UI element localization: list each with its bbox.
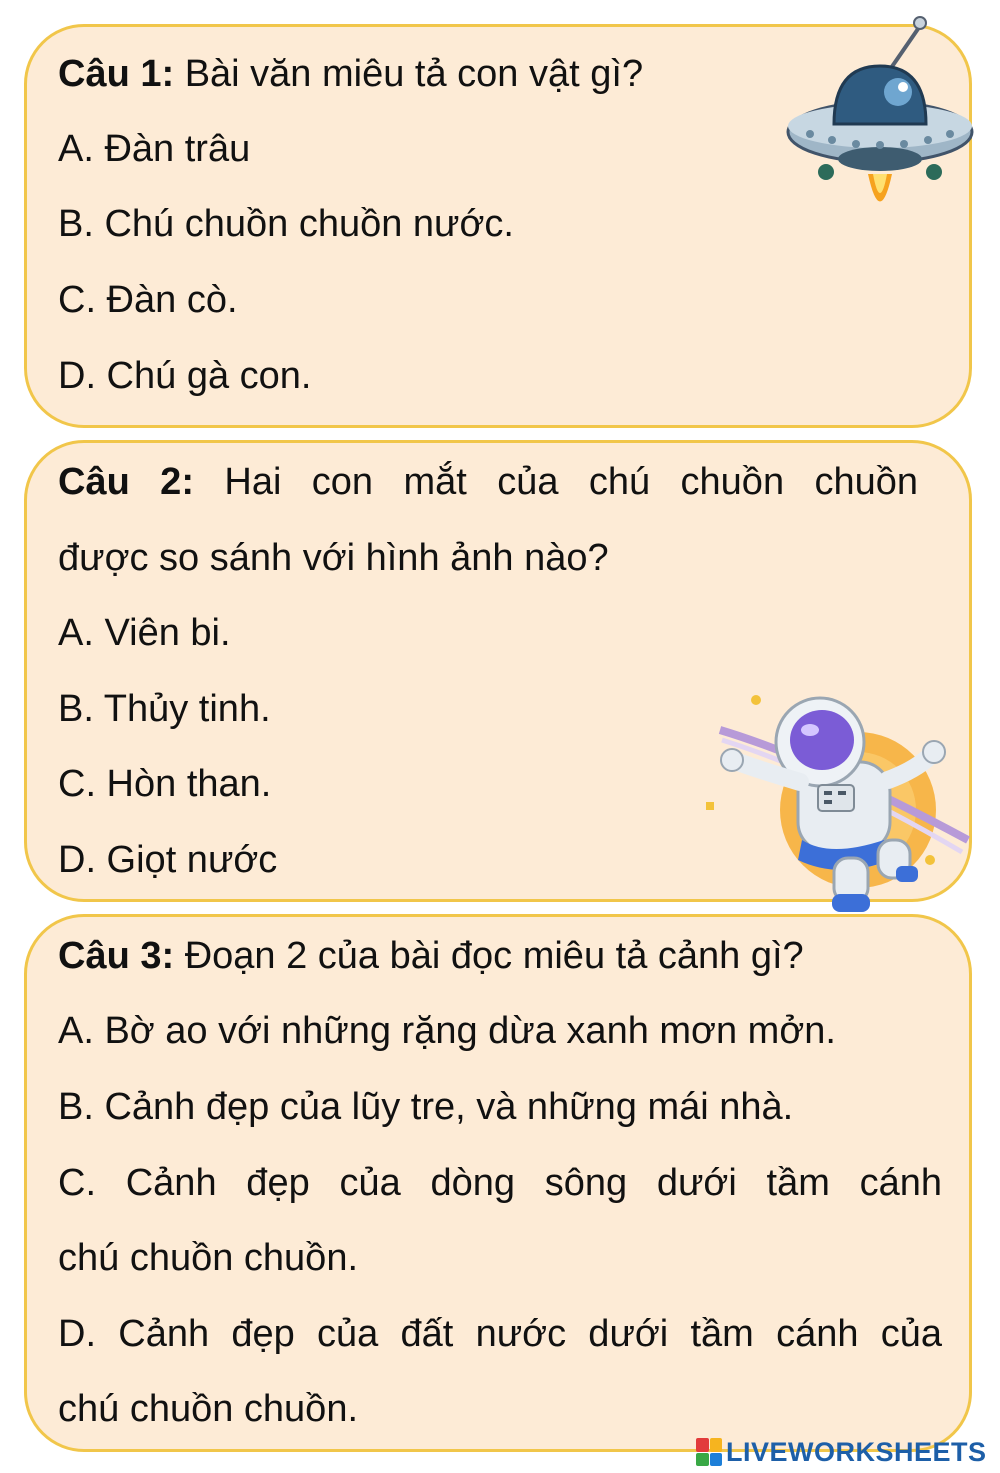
liveworksheets-logo [696, 1435, 987, 1469]
q2-option-c[interactable]: C. Hòn than. [58, 763, 272, 805]
question-3-text: Đoạn 2 của bài đọc miêu tả cảnh gì? [174, 935, 804, 977]
question-2-prompt-line-2: được so sánh với hình ảnh nào? [58, 537, 609, 579]
liveworksheets-logo-text: LIVEWORKSHEETS [726, 1436, 987, 1467]
question-1-text: Bài văn miêu tả con vật gì? [174, 53, 644, 95]
question-1-label: Câu 1: [58, 53, 175, 95]
q3-option-d-line-2[interactable]: chú chuồn chuồn. [58, 1388, 359, 1430]
question-1-prompt [58, 36, 643, 112]
q3-option-d-line-1[interactable]: D. Cảnh đẹp của đất nước dưới tầm cánh của [58, 1313, 942, 1355]
q2-option-b[interactable]: B. Thủy tinh. [58, 688, 271, 730]
astronaut-icon [700, 690, 980, 920]
question-2-prompt-line-1 [58, 444, 918, 520]
q3-option-c-line-1[interactable]: C. Cảnh đẹp của dòng sông dưới tầm cánh [58, 1162, 942, 1204]
q2-option-d[interactable]: D. Giọt nước [58, 839, 278, 881]
q1-option-a[interactable]: A. Đàn trâu [58, 128, 251, 170]
question-2-label: Câu 2: [58, 461, 194, 503]
q1-option-c[interactable]: C. Đàn cò. [58, 279, 238, 321]
question-2-text-1: Hai con mắt của chú chuồn chuồn [193, 461, 919, 503]
question-3-prompt [58, 918, 804, 994]
question-3-label: Câu 3: [58, 935, 175, 977]
q2-option-a[interactable]: A. Viên bi. [58, 612, 231, 654]
q1-option-d[interactable]: D. Chú gà con. [58, 355, 312, 397]
ufo-icon [780, 14, 980, 234]
q3-option-b[interactable]: B. Cảnh đẹp của lũy tre, và những mái nhà. [58, 1086, 794, 1128]
q3-option-c-line-2[interactable]: chú chuồn chuồn. [58, 1237, 359, 1279]
q1-option-b[interactable]: B. Chú chuồn chuồn nước. [58, 203, 514, 245]
liveworksheets-logo-icon [696, 1438, 722, 1466]
q3-option-a[interactable]: A. Bờ ao với những rặng dừa xanh mơn mởn. [58, 1010, 836, 1052]
